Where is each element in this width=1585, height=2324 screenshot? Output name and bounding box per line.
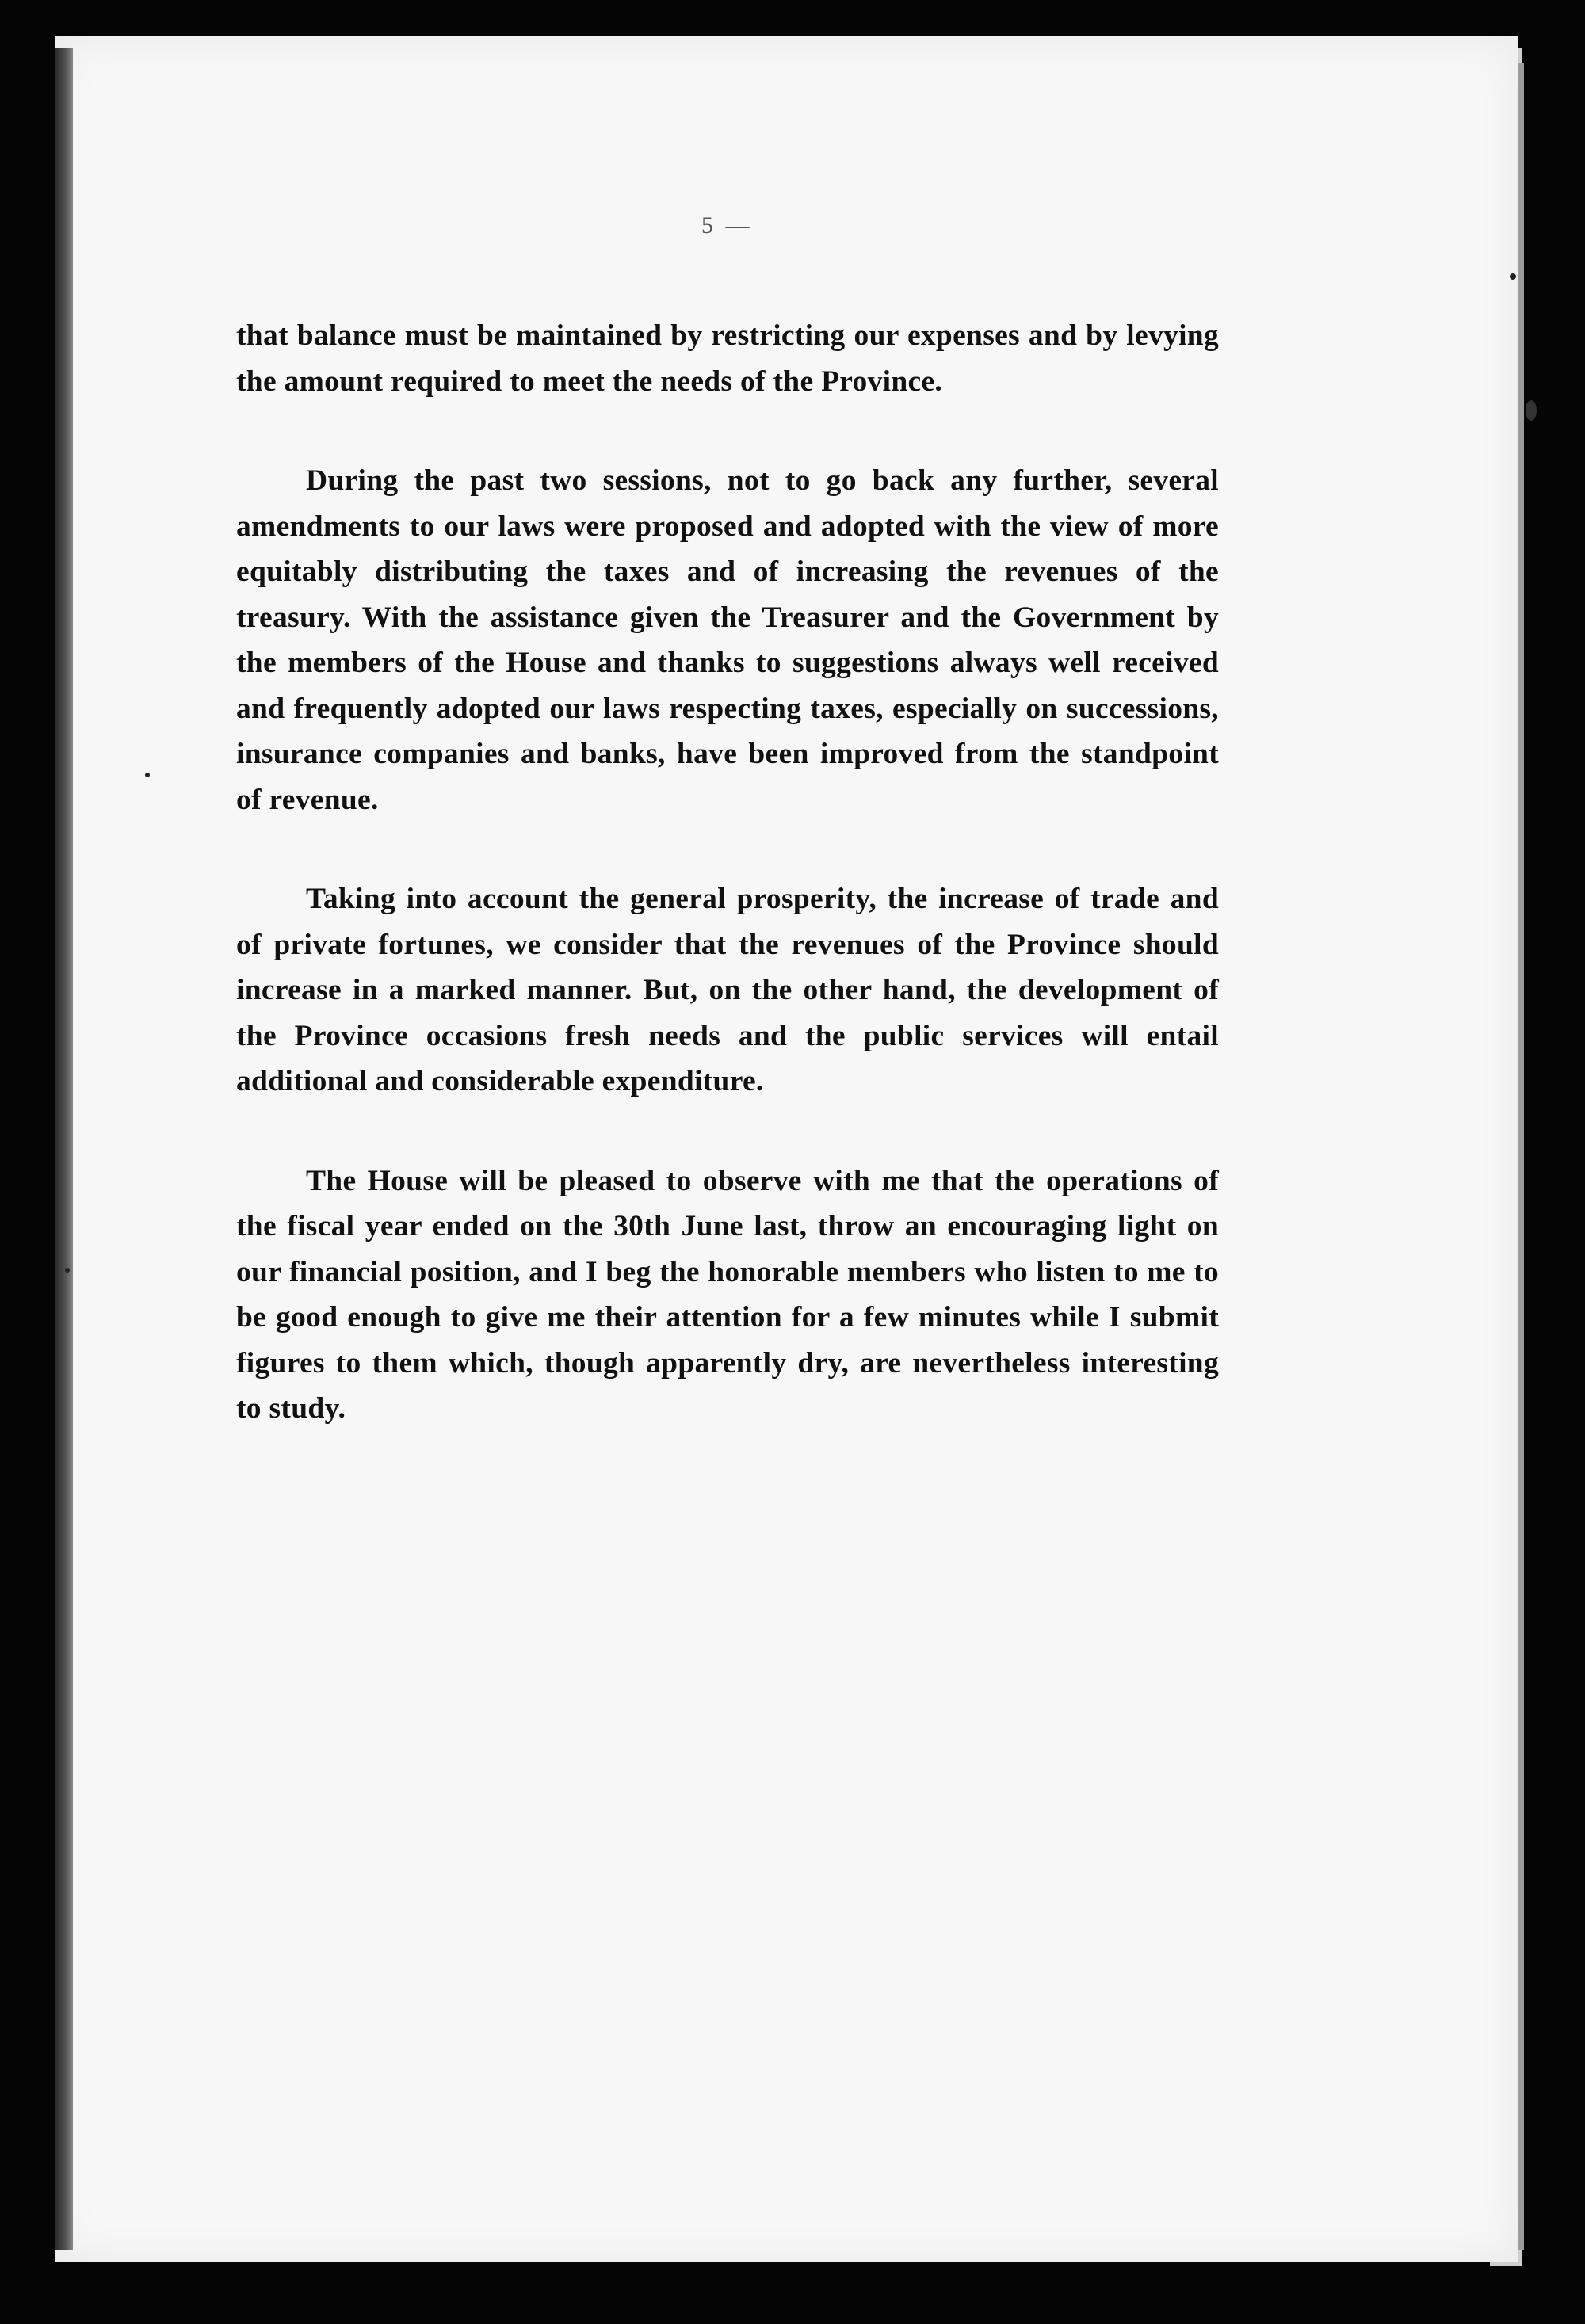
margin-speck	[65, 1268, 70, 1273]
margin-speck	[1510, 273, 1516, 280]
margin-speck	[145, 773, 150, 777]
paragraph-1: that balance must be maintained by restricting our expenses and by levying the amount required to meet the needs of the Province.	[236, 319, 1219, 398]
page-binding	[55, 48, 73, 2250]
page-number: 5 —	[701, 212, 753, 239]
paragraph-2: During the past two sessions, not to go back any further, several amendments to our laws were proposed and adopted with the view of more equitably distributing the taxes and of increasing the revenues of the treasury. With the assistance given the Treasurer and the Government by the members of the House and thanks to suggestions always well received and frequently adopted our laws respecting taxes, especially on successions, insurance companies and banks, have been improved from the standpoint of revenue.	[236, 464, 1219, 816]
margin-speck	[1526, 400, 1537, 421]
paragraph-3: Taking into account the general prosperity, the increase of trade and of private fortunes, we consider that the revenues of the Province should increase in a marked manner. But, on the other hand, the development of the Province occasions fresh needs and the public services will entail additional and considerable expenditure.	[236, 883, 1219, 1097]
document-body	[236, 313, 1219, 1486]
paragraph-4: The House will be pleased to observe with me that the operations of the fiscal year ended on the 30th June last, throw an encouraging light on our financial position, and I beg the honorable members who listen to me to be good enough to give me their attention for a few minutes while I submit figures to them which, though apparently dry, are nevertheless interesting to study.	[236, 1164, 1219, 1425]
